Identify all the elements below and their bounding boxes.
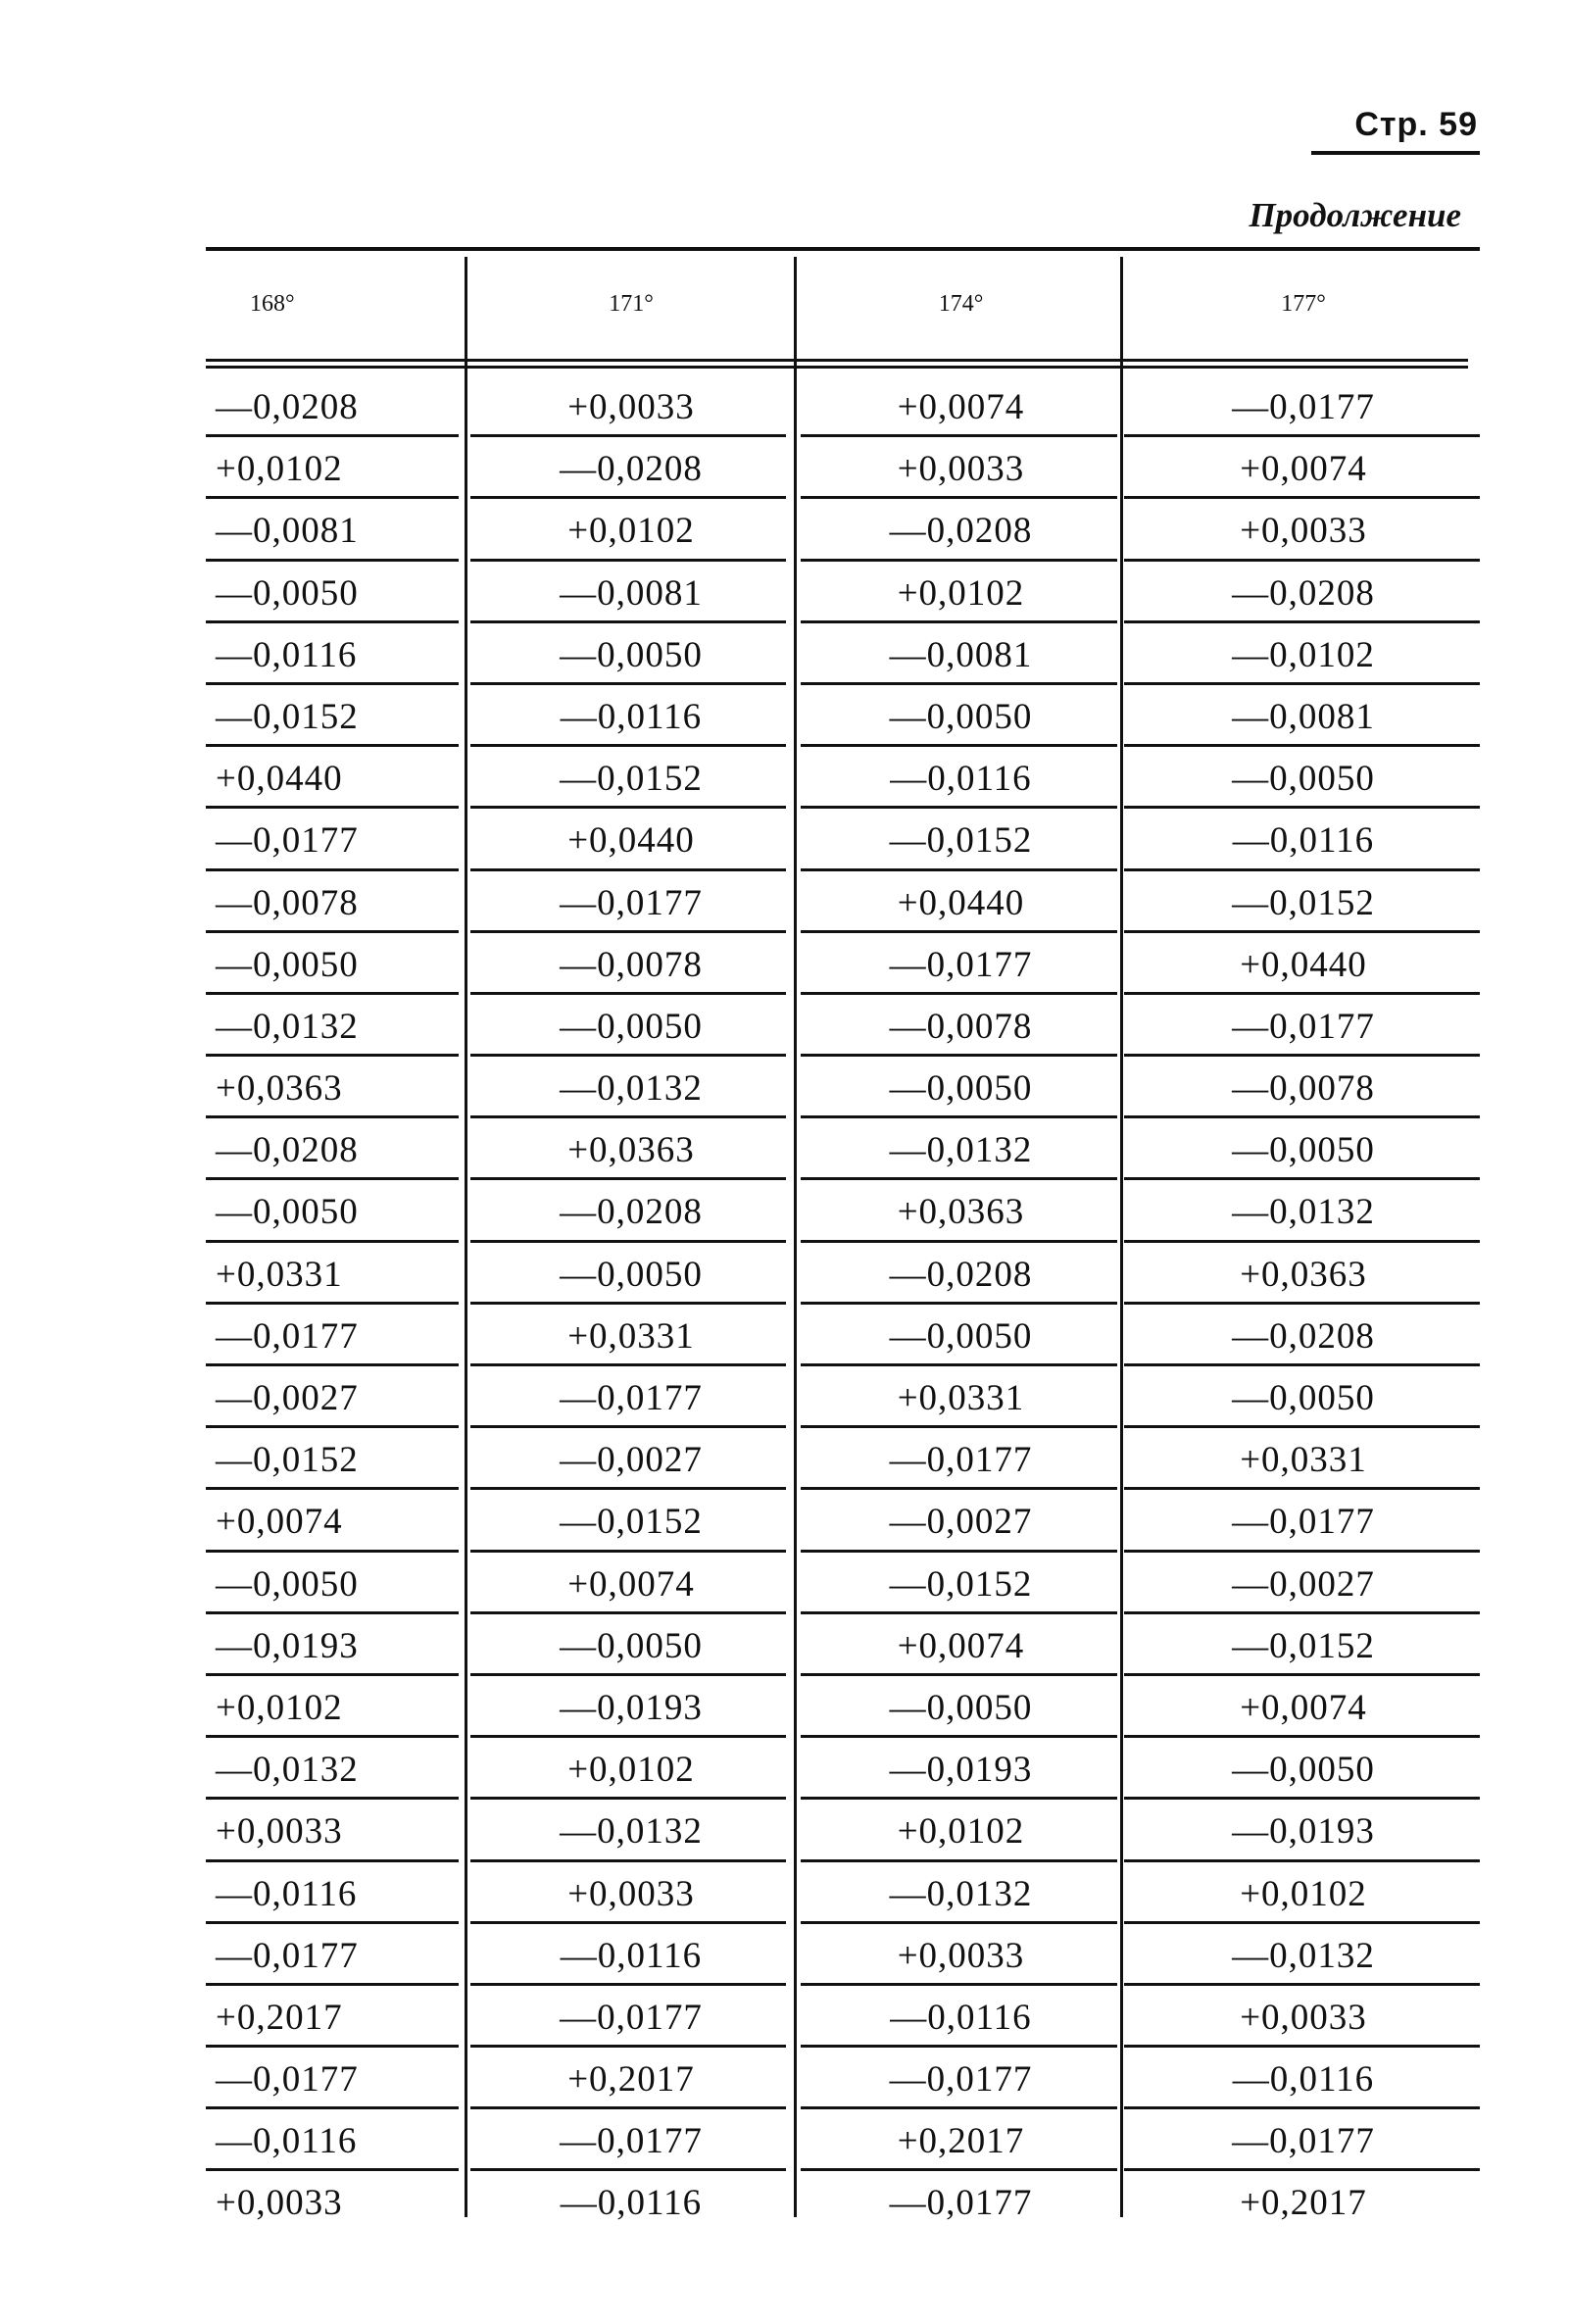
table-cell: —0,0081 [560,572,703,614]
page-number-underline [1311,151,1480,155]
table-cell: +0,0033 [567,1873,695,1914]
table-cell: —0,0208 [560,449,703,490]
table-cell: —0,0116 [560,1935,703,1976]
table-cell: +0,0331 [567,1315,695,1357]
header-174: 174° [938,291,984,317]
table-cell: —0,0116 [560,2183,703,2224]
table-cell: +0,0102 [897,572,1025,614]
table-row [206,1924,1480,1986]
table-cell: —0,0027 [216,1378,359,1418]
table-cell: —0,0050 [216,944,359,985]
table-cell: —0,0177 [216,2059,359,2101]
table-cell: —0,0116 [216,2121,358,2162]
table-row [206,1862,1480,1924]
table-body [206,375,1480,2234]
table-row [206,685,1480,747]
table-cell: —0,0193 [216,1625,359,1666]
table-row [206,1614,1480,1676]
table-cell: —0,0193 [560,1687,703,1728]
table-cell: —0,0116 [216,634,358,675]
table-row [206,1553,1480,1614]
table-cell: —0,0081 [1232,696,1375,737]
table-cell: —0,0132 [216,1006,359,1047]
table-cell: +0,0331 [897,1378,1025,1418]
table-cell: —0,0152 [216,696,359,737]
table-cell: —0,0208 [216,387,359,427]
table-cell: —0,0208 [1232,572,1375,614]
table-cell: —0,0050 [1232,1378,1375,1418]
table-row [206,1118,1480,1180]
table-cell: —0,0116 [890,1997,1032,2038]
table-cell: —0,0050 [560,1625,703,1666]
table-cell: —0,0177 [889,2059,1033,2101]
table-cell: —0,0116 [560,696,703,737]
table-cell: —0,0177 [560,2121,703,2162]
table-cell: +0,0074 [1240,1687,1367,1728]
table-cell: —0,0081 [889,634,1033,675]
table-cell: —0,0050 [1232,759,1375,800]
table-cell: —0,0050 [889,696,1033,737]
table-cell: —0,0050 [560,634,703,675]
table-cell: +0,0074 [897,387,1025,427]
table-cell: —0,0177 [1232,387,1375,427]
table-row [206,623,1480,685]
table-cell: —0,0027 [560,1440,703,1481]
header-177: 177° [1281,291,1326,317]
table-cell: —0,0050 [560,1254,703,1295]
table-cell: —0,0177 [889,944,1033,985]
table-row [206,1305,1480,1366]
table-cell: —0,0152 [889,820,1033,862]
table-cell: —0,0177 [216,1315,359,1357]
table-cell: +0,0363 [897,1192,1025,1233]
table-row [206,995,1480,1057]
table-cell: +0,0102 [1240,1873,1367,1914]
table-cell: +0,0033 [216,1811,343,1853]
table-cell: —0,0116 [216,1873,358,1914]
table-cell: —0,0027 [889,1502,1033,1543]
table-cell: +0,0440 [1240,944,1367,985]
table-cell: —0,0152 [216,1440,359,1481]
header-rule-lower [206,366,1468,369]
table-cell: —0,0132 [1232,1192,1375,1233]
table-cell: —0,0050 [1232,1750,1375,1791]
table-cell: +0,0363 [216,1068,343,1110]
table-cell: +0,0102 [216,1687,343,1728]
table-cell: —0,0152 [1232,882,1375,923]
table-cell: +0,2017 [897,2121,1025,2162]
table-cell: —0,0102 [1232,634,1375,675]
table-cell: —0,0050 [889,1687,1033,1728]
table-cell: +0,0033 [567,387,695,427]
table-cell: +0,0102 [216,449,343,490]
table-row [206,1180,1480,1242]
continuation-label: Продолжение [1249,196,1461,234]
table-cell: +0,0440 [567,820,695,862]
table-cell: —0,0152 [560,759,703,800]
table-cell: —0,0116 [890,759,1032,800]
table-cell: —0,0152 [889,1563,1033,1605]
header-168: 168° [250,291,295,317]
table-cell: +0,0074 [216,1502,343,1543]
table-cell: +0,0074 [567,1563,695,1605]
table-cell: —0,0132 [560,1811,703,1853]
table-cell: —0,0152 [1232,1625,1375,1666]
table-cell: —0,0050 [216,1563,359,1605]
table-cell: —0,0208 [560,1192,703,1233]
header-171: 171° [609,291,654,317]
table-row [206,2048,1480,2109]
table-row [206,809,1480,870]
table-cell: —0,0177 [889,2183,1033,2224]
table-cell: +0,0363 [567,1130,695,1171]
table-row [206,1366,1480,1428]
table-row [206,1243,1480,1305]
table-row [206,499,1480,561]
table-cell: —0,0208 [216,1130,359,1171]
table-cell: —0,0078 [1232,1068,1375,1110]
table-cell: —0,0132 [889,1873,1033,1914]
table-cell: —0,0027 [1232,1563,1375,1605]
table-cell: +0,0033 [897,449,1025,490]
table-row [206,1738,1480,1800]
table-cell: —0,0050 [1232,1130,1375,1171]
table-cell: —0,0116 [1232,820,1375,862]
table-cell: —0,0152 [560,1502,703,1543]
table-cell: +0,0033 [897,1935,1025,1976]
table-cell: +0,2017 [216,1997,343,2038]
table-row [206,1428,1480,1490]
table-cell: —0,0050 [889,1068,1033,1110]
table-row [206,1490,1480,1552]
table-cell: —0,0078 [889,1006,1033,1047]
table-row [206,933,1480,995]
table-cell: —0,0132 [216,1750,359,1791]
table-cell: —0,0177 [1232,2121,1375,2162]
table-row [206,871,1480,933]
table-cell: —0,0078 [216,882,359,923]
table-cell: +0,0440 [216,759,343,800]
table-cell: —0,0050 [216,1192,359,1233]
table-row [206,1057,1480,1118]
table-cell: —0,0208 [889,511,1033,552]
table-cell: —0,0177 [216,1935,359,1976]
table-cell: —0,0050 [560,1006,703,1047]
table-row [206,2109,1480,2171]
table-cell: +0,0102 [567,1750,695,1791]
table-cell: —0,0132 [889,1130,1033,1171]
table-cell: —0,0132 [560,1068,703,1110]
table-cell: —0,0132 [1232,1935,1375,1976]
table-cell: +0,0033 [216,2183,343,2224]
table-cell: —0,0177 [560,882,703,923]
table-cell: —0,0050 [216,572,359,614]
table-row [206,747,1480,809]
table-cell: —0,0208 [889,1254,1033,1295]
table-cell: —0,0177 [889,1440,1033,1481]
table-cell: —0,0193 [1232,1811,1375,1853]
table-cell: +0,0363 [1240,1254,1367,1295]
table-cell: —0,0078 [560,944,703,985]
table-row [206,1800,1480,1861]
table-row [206,1676,1480,1738]
table-cell: —0,0177 [1232,1006,1375,1047]
table-header-row [206,251,1480,357]
table-cell: +0,0331 [216,1254,343,1295]
table-cell: —0,0116 [1232,2059,1375,2101]
table-cell: —0,0177 [216,820,359,862]
table-row [206,375,1480,437]
header-rule-upper [206,359,1468,362]
page-number: Стр. 59 [1354,106,1478,143]
table-row [206,1986,1480,2048]
table-cell: —0,0193 [889,1750,1033,1791]
table-cell: +0,0074 [897,1625,1025,1666]
table-cell: +0,0440 [897,882,1025,923]
table-row [206,437,1480,499]
table-cell: +0,0074 [1240,449,1367,490]
table-cell: —0,0177 [1232,1502,1375,1543]
table-row [206,2171,1480,2233]
table-cell: —0,0177 [560,1997,703,2038]
table-cell: —0,0208 [1232,1315,1375,1357]
table-cell: +0,2017 [1240,2183,1367,2224]
table-cell: —0,0177 [560,1378,703,1418]
table-cell: +0,0102 [897,1811,1025,1853]
table-cell: +0,2017 [567,2059,695,2101]
table-cell: —0,0050 [889,1315,1033,1357]
table-cell: +0,0033 [1240,1997,1367,2038]
table-cell: +0,0033 [1240,511,1367,552]
table-row [206,562,1480,623]
table-cell: —0,0081 [216,511,359,552]
table-cell: +0,0331 [1240,1440,1367,1481]
table-cell: +0,0102 [567,511,695,552]
